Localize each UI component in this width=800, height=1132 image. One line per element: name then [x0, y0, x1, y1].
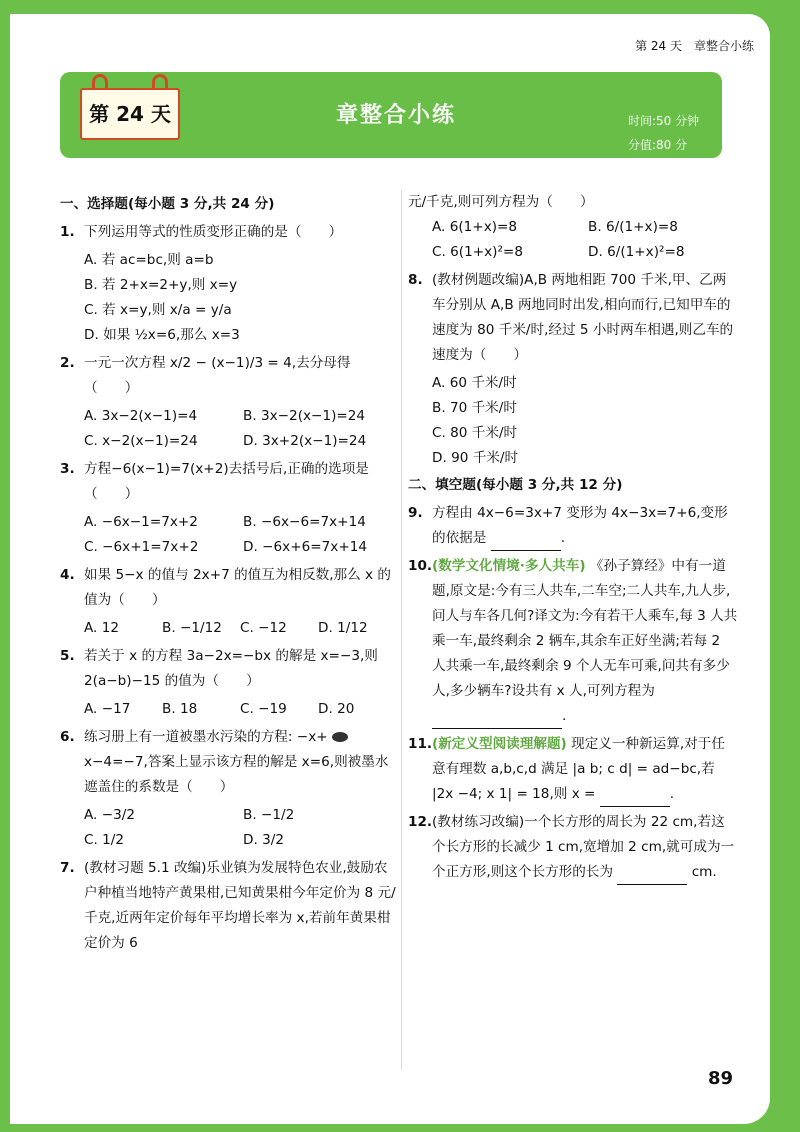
ink-blot-icon [332, 732, 348, 742]
question-number: 5. [60, 648, 75, 664]
options-grid [60, 697, 396, 722]
option: A. −6x−1=7x+2 [84, 514, 198, 530]
question-7 [60, 856, 396, 956]
option: B. −1/12 [162, 620, 222, 636]
question-4 [60, 563, 396, 613]
question-text: 方程−6(x−1)=7(x+2)去括号后,正确的选项是（ ） [84, 461, 369, 502]
answer-blank[interactable] [432, 714, 562, 729]
options-grid [408, 215, 738, 265]
time-label: 时间:50 分钟 [628, 114, 700, 128]
question-number: 2. [60, 355, 75, 371]
option: D. 如果 ½x=6,那么 x=3 [84, 327, 240, 343]
option: B. −6x−6=7x+14 [243, 514, 366, 530]
option: C. −6x+1=7x+2 [84, 539, 199, 555]
option: A. −3/2 [84, 807, 135, 823]
question-text: 下列运用等式的性质变形正确的是（ ） [84, 224, 343, 240]
question-text: (教材练习改编)一个长方形的周长为 22 cm,若这个长方形的长减少 1 cm,宽增加 2 cm,就可成为一个正方形,则这个长方形的长为 [432, 814, 735, 880]
question-number: 3. [60, 461, 75, 477]
option: D. 6/(1+x)²=8 [588, 244, 685, 260]
option: C. x−2(x−1)=24 [84, 433, 198, 449]
question-tag: (数学文化情境·多人共车) [432, 558, 586, 574]
option: A. 12 [84, 620, 119, 636]
option: D. 20 [318, 701, 355, 717]
option: C. 80 千米/时 [432, 425, 518, 441]
question-text: 《孙子算经》中有一道题,原文是:今有三人共车,二车空;二人共车,九人步,问人与车各几何?译文为:今有若干人乘车,每 3 人共乘一车,最终剩余 2 辆车,其余车正好坐满;若每 2 人共乘一车,最终剩余 9 个人无车可乘,问共有多少人,多少辆车?设共有 x 人,可列方程为 [432, 558, 738, 699]
question-text: 练习册上有一道被墨水污染的方程: −x+ [84, 729, 328, 745]
left-column [60, 190, 396, 959]
option: C. 若 x=y,则 x/a = y/a [84, 302, 232, 318]
question-10: 10. (数学文化情境·多人共车) 《孙子算经》中有一道题,原文是:今有三人共车,二车空;二人共车,九人步,问人与车各几何?译文为:今有若干人乘车,每 3 人共乘一车,最终剩余 2 辆车,其余车正好坐满;若每 2 人共乘一车,最终剩余 9 个人无车可乘,问共有多少人,多少辆车?设共有 x 人,可列方程为 . [408, 554, 738, 729]
option: B. 6/(1+x)=8 [588, 219, 678, 235]
score-label: 分值:80 分 [628, 138, 688, 152]
question-number: 1. [60, 224, 75, 240]
question-text: 现定义一种新运算,对于任意有理数 a,b,c,d 满足 |a b; c d| = ad−bc,若 |2x −4; x 1| = 18,则 x = [432, 736, 725, 802]
running-header: 第 24 天 章整合小练 [635, 39, 754, 53]
answer-blank[interactable] [600, 792, 670, 807]
question-number: 10. [408, 558, 433, 574]
question-text: 方程由 4x−6=3x+7 变形为 4x−3x=7+6,变形的依据是 [432, 505, 728, 546]
question-12 [408, 810, 738, 885]
question-text-cont: x−4=−7,答案上显示该方程的解是 x=6,则被墨水遮盖住的系数是（ ） [84, 754, 389, 795]
answer-blank[interactable] [617, 870, 687, 885]
option: D. 1/12 [318, 620, 368, 636]
option: D. 90 千米/时 [432, 450, 519, 466]
right-column [408, 190, 738, 888]
option: A. 3x−2(x−1)=4 [84, 408, 198, 424]
question-text: (教材习题 5.1 改编)乐业镇为发展特色农业,鼓励农户种植当地特产黄果柑,已知黄果柑今年定价为 8 元/千克,近两年定价每年平均增长率为 x,若前年黄果柑定价为 6 [84, 860, 396, 951]
question-9: 9. 方程由 4x−6=3x+7 变形为 4x−3x=7+6,变形的依据是 . [408, 501, 738, 551]
option: B. 70 千米/时 [432, 400, 517, 416]
column-divider [401, 190, 402, 1070]
option: C. 1/2 [84, 832, 125, 848]
question-11: 11. (新定义型阅读理解题) 现定义一种新运算,对于任意有理数 a,b,c,d 满足 |a b; c d| = ad−bc,若 |2x −4; x 1| = 18,则 x = . [408, 732, 738, 807]
question-number: 6. [60, 729, 75, 745]
question-number: 8. [408, 272, 423, 288]
option: B. 3x−2(x−1)=24 [243, 408, 366, 424]
question-8 [408, 268, 738, 368]
option: B. −1/2 [243, 807, 295, 823]
question-number: 12. [408, 814, 433, 830]
question-2 [60, 351, 396, 401]
question-3 [60, 457, 396, 507]
options-grid [60, 803, 396, 853]
section-heading: 二、填空题(每小题 3 分,共 12 分) [408, 477, 623, 493]
question-1 [60, 220, 396, 245]
option: D. −6x+6=7x+14 [243, 539, 368, 555]
question-6 [60, 725, 396, 800]
option: A. 60 千米/时 [432, 375, 517, 391]
option: A. −17 [84, 701, 131, 717]
day-badge: 第 24 天 [80, 88, 180, 140]
option: A. 6(1+x)=8 [432, 219, 518, 235]
page-title: 章整合小练 [336, 103, 457, 128]
question-5 [60, 644, 396, 694]
question-number: 4. [60, 567, 75, 583]
question-text: 若关于 x 的方程 3a−2x=−bx 的解是 x=−3,则 2(a−b)−15 的值为（ ） [84, 648, 378, 689]
unit-label: cm. [691, 864, 717, 880]
question-number: 11. [408, 736, 433, 752]
question-number: 9. [408, 505, 423, 521]
question-text: (教材例题改编)A,B 两地相距 700 千米,甲、乙两车分别从 A,B 两地同时出发,相向而行,已知甲车的速度为 80 千米/时,经过 5 小时两车相遇,则乙车的速度为（ ） [432, 272, 734, 363]
option: C. −19 [240, 701, 287, 717]
page-number: 89 [708, 1068, 734, 1089]
question-number: 7. [60, 860, 75, 876]
answer-blank[interactable] [491, 536, 561, 551]
question-text: 如果 5−x 的值与 2x+7 的值互为相反数,那么 x 的值为（ ） [84, 567, 392, 608]
question-text: 一元一次方程 x/2 − (x−1)/3 = 4,去分母得（ ） [84, 355, 351, 396]
option: C. −12 [240, 620, 287, 636]
ring-icon [152, 74, 168, 89]
options-grid [60, 616, 396, 641]
options-grid [60, 404, 396, 454]
option: C. 6(1+x)²=8 [432, 244, 523, 260]
option: D. 3/2 [243, 832, 284, 848]
question-7-continued: 元/千克,则可列方程为（ ） [408, 194, 594, 210]
options-grid [60, 510, 396, 560]
option: A. 若 ac=bc,则 a=b [84, 252, 214, 268]
option: B. 18 [162, 701, 198, 717]
section-heading: 一、选择题(每小题 3 分,共 24 分) [60, 196, 275, 212]
option: D. 3x+2(x−1)=24 [243, 433, 367, 449]
option: B. 若 2+x=2+y,则 x=y [84, 277, 238, 293]
question-tag: (新定义型阅读理解题) [432, 736, 567, 752]
ring-icon [92, 74, 108, 89]
